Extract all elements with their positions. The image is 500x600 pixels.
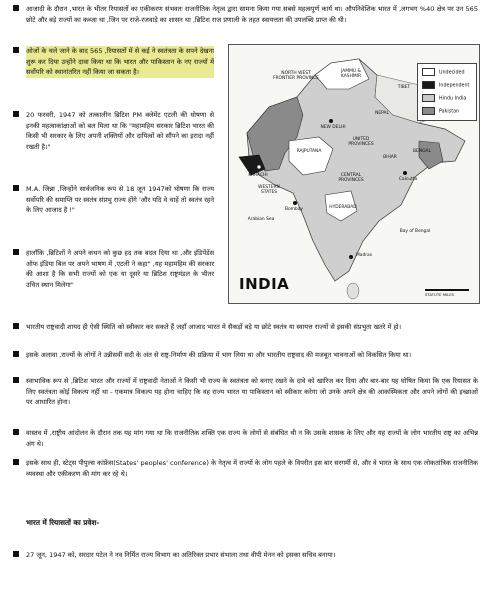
bullet-text: भारतीय राष्ट्रवादी शायद ही ऐसी स्थिति को स्वीकार कर सकते हैं जहाँ आजाद भारत मे सैकड़ों बड़े या छोटे स्वतंत्र या स्वायत्त राज्यों से इसकी संप्रभुता खतरे में हो। xyxy=(26,323,402,331)
map-label: Calcutta xyxy=(398,177,418,182)
map-label: Bombay xyxy=(284,207,304,212)
legend-swatch xyxy=(422,94,435,102)
bullet-item xyxy=(26,248,214,290)
bullet-icon xyxy=(13,323,19,329)
bullet-item xyxy=(26,322,478,333)
india-map-figure xyxy=(228,44,480,304)
map-label: Arabian Sea xyxy=(247,217,275,222)
bullet-icon xyxy=(13,351,19,357)
bullet-item xyxy=(26,428,478,449)
section-heading: भारत में रियासतों का प्रवेश- xyxy=(26,518,100,527)
legend-swatch xyxy=(422,81,435,89)
map-label: BIHAR xyxy=(383,155,397,160)
bullet-text: इसके अलावा ,राज्यों के लोगों ने उन्नीसवीं सदी के अंत से राष्ट्र-निर्माण की प्रक्रिया में भाग लिया था और भारतीय राष्ट्रवाद की मजबूत भावनाओं को विकसित किया था। xyxy=(26,351,412,359)
map-label: RAJPUTANA xyxy=(296,149,322,154)
bullet-item xyxy=(26,4,478,25)
map-label: NEW DELHI xyxy=(320,125,346,130)
map-scale xyxy=(425,289,469,297)
bullet-text: आजादी के दौरान ,भारत के भीतर रियासतों का एकीकरण संभवतः राजनीतिक नेतृत्व द्वारा सामना किया गया सबसे महत्वपूर्ण कार्य था। औपनिवेशिक भारत में ,लगभग %40 क्षेत्र पर उन 565 छोटे और बड़े राज्यों का कब्जा था ,जिन पर राजे-रजवाड़े का शासन था ,ब्रिटिश राज प्रणाली के तहत स्वायत्तता की उपलब्धि प्राप्त की थी। xyxy=(26,5,478,24)
legend-label: Pakistan xyxy=(439,109,460,115)
map-label: CENTRAL PROVINCES xyxy=(338,173,364,183)
legend-item xyxy=(422,81,469,89)
bullet-icon xyxy=(13,185,19,191)
map-label: NEPAL xyxy=(375,111,389,116)
bullet-item xyxy=(26,184,214,216)
legend-label: Independent xyxy=(439,83,470,89)
bullet-item xyxy=(26,550,478,561)
bullet-icon xyxy=(13,5,19,11)
bombay-marker xyxy=(293,201,297,205)
map-label: Bay of Bengal xyxy=(399,229,431,234)
map-label: Madras xyxy=(355,253,373,258)
map-legend xyxy=(417,63,477,121)
new-delhi-marker xyxy=(329,119,333,123)
legend-item xyxy=(422,94,466,102)
bullet-text: वास्तव में ,राष्ट्रीय आंदोलन के दौरान तक यह मांग गया था कि राजनीतिक शक्ति एक राज्य के लोगों से संबंधित थी न कि उसके शासक के लिए और यह राज्यों के लोग भारतीय राष्ट्र का अभिन्न अंग थे। xyxy=(26,429,478,448)
map-title: INDIA xyxy=(239,275,290,293)
bullet-icon xyxy=(13,377,19,383)
legend-label: Hindu India xyxy=(439,96,467,102)
map-label: KARACHI xyxy=(248,173,268,178)
scale-label: STATUTE MILES xyxy=(425,292,455,297)
map-label: HYDERABAD xyxy=(329,205,357,210)
bullet-icon xyxy=(13,111,19,117)
bullet-icon xyxy=(13,47,19,53)
map-label: WESTERN STATES xyxy=(258,185,280,195)
bullet-icon xyxy=(13,249,19,255)
legend-label: Undecided xyxy=(439,70,465,76)
legend-item xyxy=(422,107,459,115)
legend-swatch xyxy=(422,107,435,115)
bullet-icon xyxy=(13,551,19,557)
karachi-marker xyxy=(257,165,261,169)
bullet-item xyxy=(26,110,214,152)
bullet-icon xyxy=(13,429,19,435)
map-label: TIBET xyxy=(397,85,411,90)
map-label: JAMMU & KASHMIR xyxy=(340,69,362,79)
bullet-item xyxy=(26,350,478,361)
legend-item xyxy=(422,68,465,76)
bullet-item xyxy=(26,458,478,479)
calcutta-marker xyxy=(403,171,407,175)
bullet-text: ओजों के चले जाने के बाद 565 ,रियासतों में से कई ने स्वतंत्रता के सपने देखना शुरू कर दिया उन्होंने दावा किया था कि भारत और पाकिस्तान के नए राज्यों में सर्वोपरि को स्थानांतरित नहीं किया जा सकता है। xyxy=(26,47,214,76)
bullet-text: 27 जून, 1947 को, सरदार पटेल ने नव निर्मित राज्य विभाग का अतिरिक्त प्रभार संभाला तथा वीपी मेनन को इसका सचिव बनाया। xyxy=(26,551,336,559)
map-label: NORTH WEST FRONTIER PROVINCE xyxy=(272,71,319,81)
scale-bar xyxy=(425,289,469,291)
bullet-text: M.A. जिन्ना ,जिन्होंने सार्वजनिक रूप से 18 जून 1947को घोषणा कि राज्य सर्वोपरि की समाप्ति पर स्वतंत्र संप्रभु राज्य होंगे 'और यदि वे चाहें तो स्वतंत्र रहने के लिए आजाद है !" xyxy=(26,185,214,214)
bullet-text: हालाँकि ,ब्रिटिशों ने अपने कथन को कुछ हद तक बदल दिया था ,और इंडिपेंडेंस ऑफ इंडिया बिल पर अपने भाषण में ,एटली ने कहा" ,यह महामहिम की सरकार की आशा है कि सभी राज्यों को एक या दूसरे या ब्रिटिश राष्ट्रमंडल के भीतर उचित स्थान मिलेगा" xyxy=(26,249,214,289)
map-label: UNITED PROVINCES xyxy=(348,137,374,147)
bullet-text: स्वाभाविक रूप से ,ब्रिटिश भारत और राज्यों में राष्ट्रवादी नेताओं ने किसी भी राज्य के स्वतंत्रता को बनाए रखने के दावे को खारिज कर दिया और बार-बार यह घोषित किया कि एक रियासत के लिए स्वतंत्रता कोई विकल्प नहीं था - एकमात्र विकल्प यह होना चाहिए कि वह राज्य भारत या पाकिस्तान को स्वीकार करेगा जो उनके अपने क्षेत्र की आकस्मिकता और अपने लोगों की इच्छाओं पर आधारित होना। xyxy=(26,377,478,406)
bullet-icon xyxy=(13,459,19,465)
bullet-text: इसके साथ ही, स्टेट्स पीपुल्स कांफ्रेंस(States' peoples' conference) के नेतृत्व में राज्यों के लोग पहले के विपरीत इस बार सरगर्मी से, और वे भारत के साथ एक लोकतांत्रिक राजनीतिक व्यवस्था और एकीकरण की मांग कर रहे थे। xyxy=(26,459,478,478)
map-label: BENGAL xyxy=(413,149,431,154)
bullet-item xyxy=(26,46,214,78)
legend-swatch xyxy=(422,68,435,76)
bullet-item xyxy=(26,376,478,408)
ceylon-island xyxy=(347,283,359,299)
bullet-text: 20 फरवरी, 1947 को तत्कालीन ब्रिटिश PM क्लेमेंट एटली की घोषणा से इनकी महत्वाकांक्षाओं को बल मिला था कि "महामहिम सरकार ब्रिटिश भारत की किसी भी सरकार के लिए अपनी शक्तियों और दायित्वों को सौंपने का इरादा नहीं रखती है।" xyxy=(26,111,214,151)
